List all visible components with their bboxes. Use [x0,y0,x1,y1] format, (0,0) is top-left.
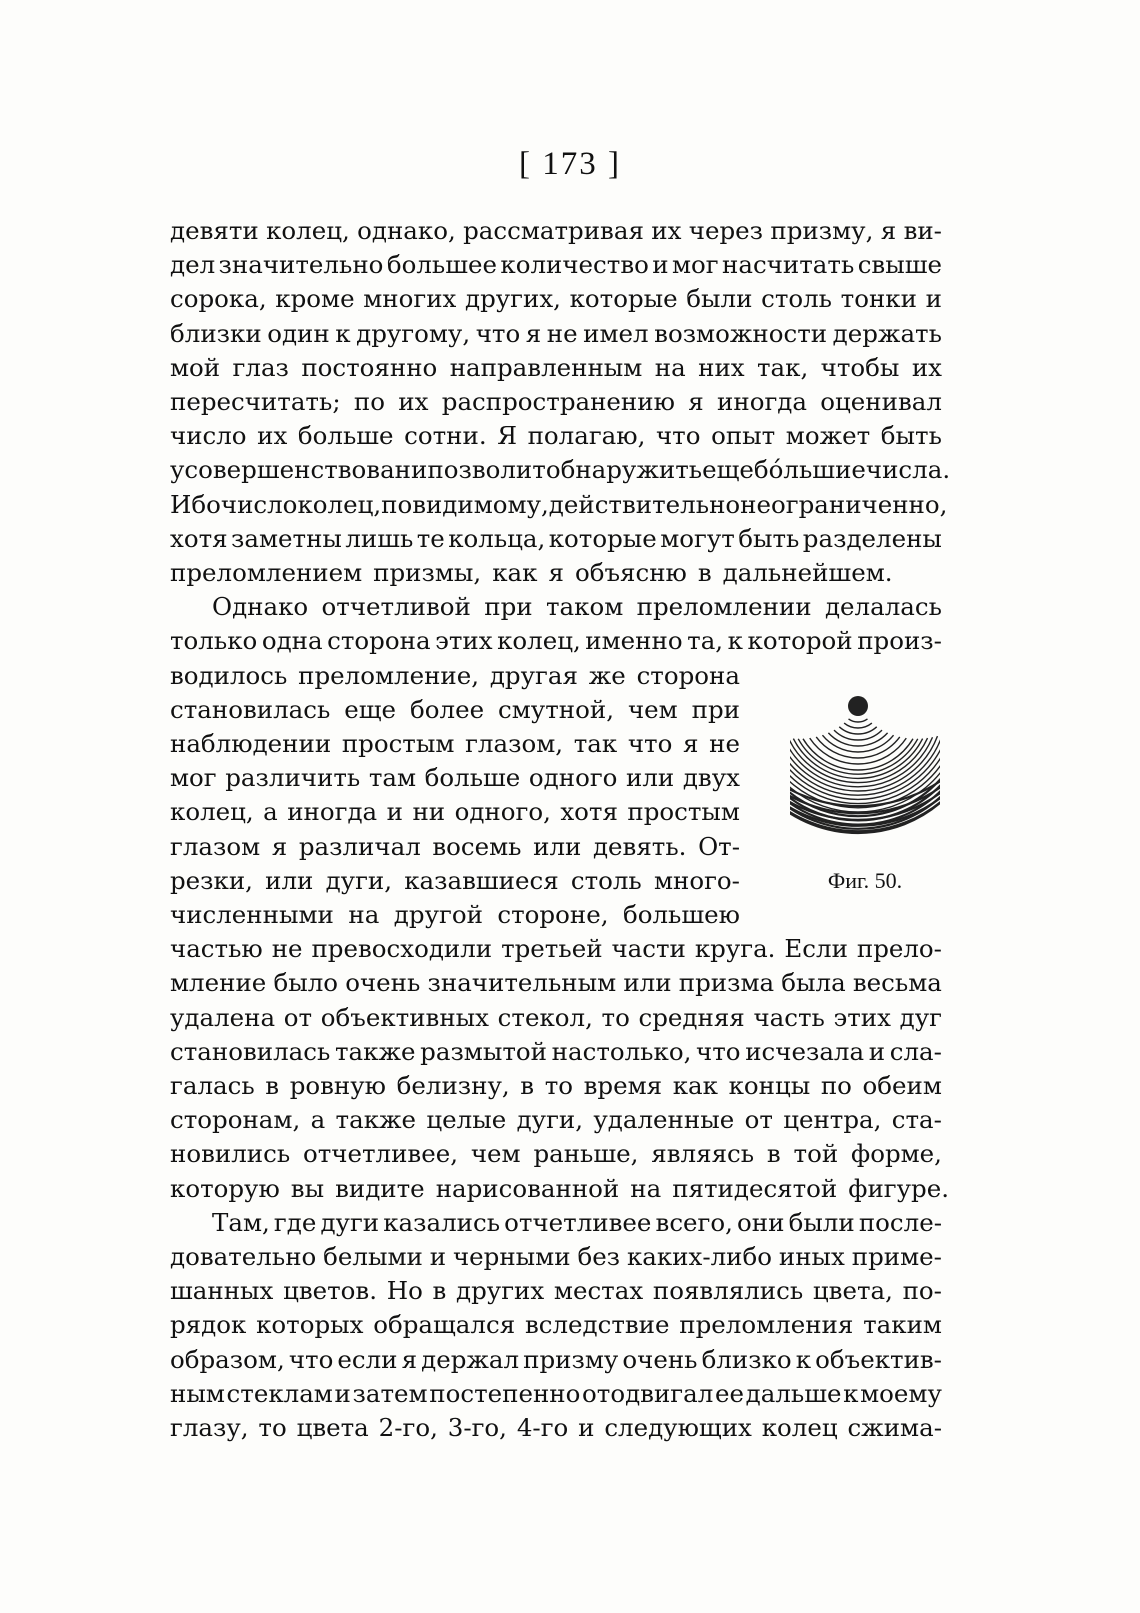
text-line: преломлением призмы, как я объясню в дальнейшем. [170,558,893,587]
text-line: образом, что если я держал призму очень близко к объектив- [170,1344,942,1374]
text-line: сорока, кроме многих других, которые были столь тонки и [170,284,942,314]
text-line: пересчитать; по их распространению я иногда оценивал [170,387,942,416]
rings-drawing [790,690,940,860]
text-line: шанных цветов. Но в других местах появлялись цвета, по- [170,1276,942,1306]
text-line: только одна сторона этих колец, именно та, к которой произ- [170,626,942,656]
ring-arc [844,723,872,728]
text-line: глазом я различал восемь или девять. От- [170,831,740,861]
text-line: близки один к другому, что я не имел возможности держать [170,318,942,348]
text-line: удалена от объективных стекол, то средняя часть этих дуг [170,1002,942,1032]
central-disc [848,696,868,716]
text-line: рядок которых обращался вследствие преломления таким [170,1310,942,1340]
ring-arc [798,739,918,774]
text-line: численными на другой стороне, большею [170,900,740,929]
text-line: водилось преломление, другая же сторона [170,660,740,690]
text-line: Там, где дуги казались отчетливее всего, они были после- [212,1207,942,1237]
text-line: мление было очень значительным или призма была весьма [170,968,942,998]
text-line: мог различить там больше одного или двух [170,763,740,793]
text-line: число их больше сотни. Я полагаю, что опыт может быть [170,421,942,451]
text-line: наблюдении простым глазом, так что я не [170,729,740,758]
text-line: довательно белыми и черными без каких-либо иных приме- [170,1242,942,1271]
ring-arc [849,719,868,722]
text-line: Однако отчетливой при таком преломлении делалась [212,592,942,622]
text-line: девяти колец, однако, рассматривая их через призму, я ви- [170,216,942,245]
text-line: дел значительно большее количество и мог насчитать свыше [170,250,942,280]
text-line: усовершенствован и позволит обнаружить еще бо́льшие числа. [170,455,951,485]
text-line: Ибо число колец, повидимому, действительно неограниченно, [170,489,948,519]
figure-caption: Фиг. 50. [827,868,903,893]
ring-arc [803,739,913,770]
page-number: [ 173 ] [519,146,621,182]
figure-50-rings [790,690,940,860]
ring-arc [834,730,882,740]
text-line: новились отчетливее, чем раньше, являясь в той форме, [170,1139,942,1169]
text-line: хотя заметны лишь те кольца, которые могут быть разделены [170,523,942,553]
text-line: которую вы видите нарисованной на пятидесятой фигуре. [170,1173,949,1203]
text-line: становилась также размытой настолько, что исчезала и сла- [170,1036,942,1066]
text-line: частью не превосходили третьей части круга. Если прело- [170,934,942,964]
text-line: становилась еще более смутной, чем при [170,694,740,724]
text-line: глазу, то цвета 2-го, 3-го, 4-го и следующих колец сжима- [170,1413,942,1442]
text-line: колец, а иногда и ни одного, хотя простым [170,797,740,827]
text-line: сторонам, а также целые дуги, удаленные от центра, ста- [170,1105,942,1135]
text-line: резки, или дуги, казавшиеся столь много- [170,865,740,895]
text-line: мой глаз постоянно направленным на них так, чтобы их [170,352,942,382]
text-line: галась в ровную белизну, в то время как концы по обеим [170,1071,942,1100]
text-line: ным стеклам и затем постепенно отодвигал ее дальше к моему [170,1378,942,1408]
